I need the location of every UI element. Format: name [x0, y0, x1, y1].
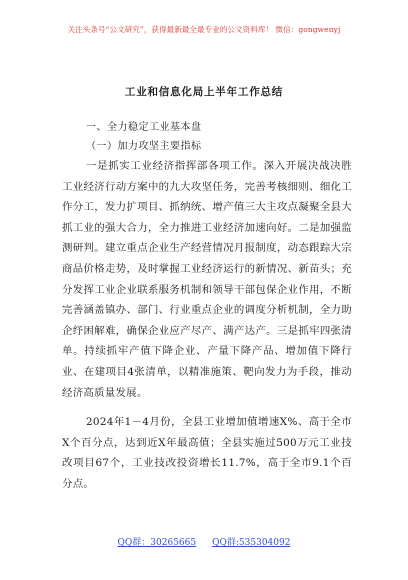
document-body — [62, 118, 352, 495]
subsection-heading: （一）加力攻坚主要指标 — [86, 141, 202, 152]
footer — [0, 535, 408, 548]
section-heading: 一、全力稳定工业基本盘 — [86, 122, 202, 133]
qq-group-link-1[interactable]: QQ群：30265665 — [117, 538, 197, 548]
document-title: 工业和信息化局上半年工作总结 — [124, 86, 284, 98]
body-paragraph-1: 一是抓实工业经济指挥部各项工作。深入开展决战决胜工业经济行动方案中的九大攻坚任务，完善考核细则、细化工作分工，发力扩项目、抓纳统、增产值三大主攻点凝聚全县大抓工业的强大合力，全力推进工业经济加速向好。二是加强监测研判。建立重点企业生产经营情况月报制度，动态跟踪大宗商品价格走势，及时掌握工业经济运行的新情况、新苗头；充分发挥工业企业联系服务机制和领导干部包保企业作用，不断完善涵盖镇办、部门、行业重点企业的调度分析机制，全力助企纾困解难，确保企业应产尽产、满产达产。三是抓牢四张清单。持续抓牢产值下降企业、产量下降产品、增加值下降行业、在建项目4张清单，以精准施策、靶向发力为手段，推动经济高质量发展。 — [62, 160, 352, 399]
header-banner: 关注头条号“公文研究”，获得最新最全最专业的公文资料库！ 微信：gongwenyj — [67, 25, 341, 34]
body-paragraph-2: 2024年1－4月份，全县工业增加值增速X%、高于全市X个百分点，达到近X年最高值；全县实施过500万元工业技改项目67个，工业技改投资增长11.7%，高于全市9.1个百分点。 — [62, 416, 352, 490]
qq-group-link-2[interactable]: QQ群:535304092 — [212, 538, 291, 548]
